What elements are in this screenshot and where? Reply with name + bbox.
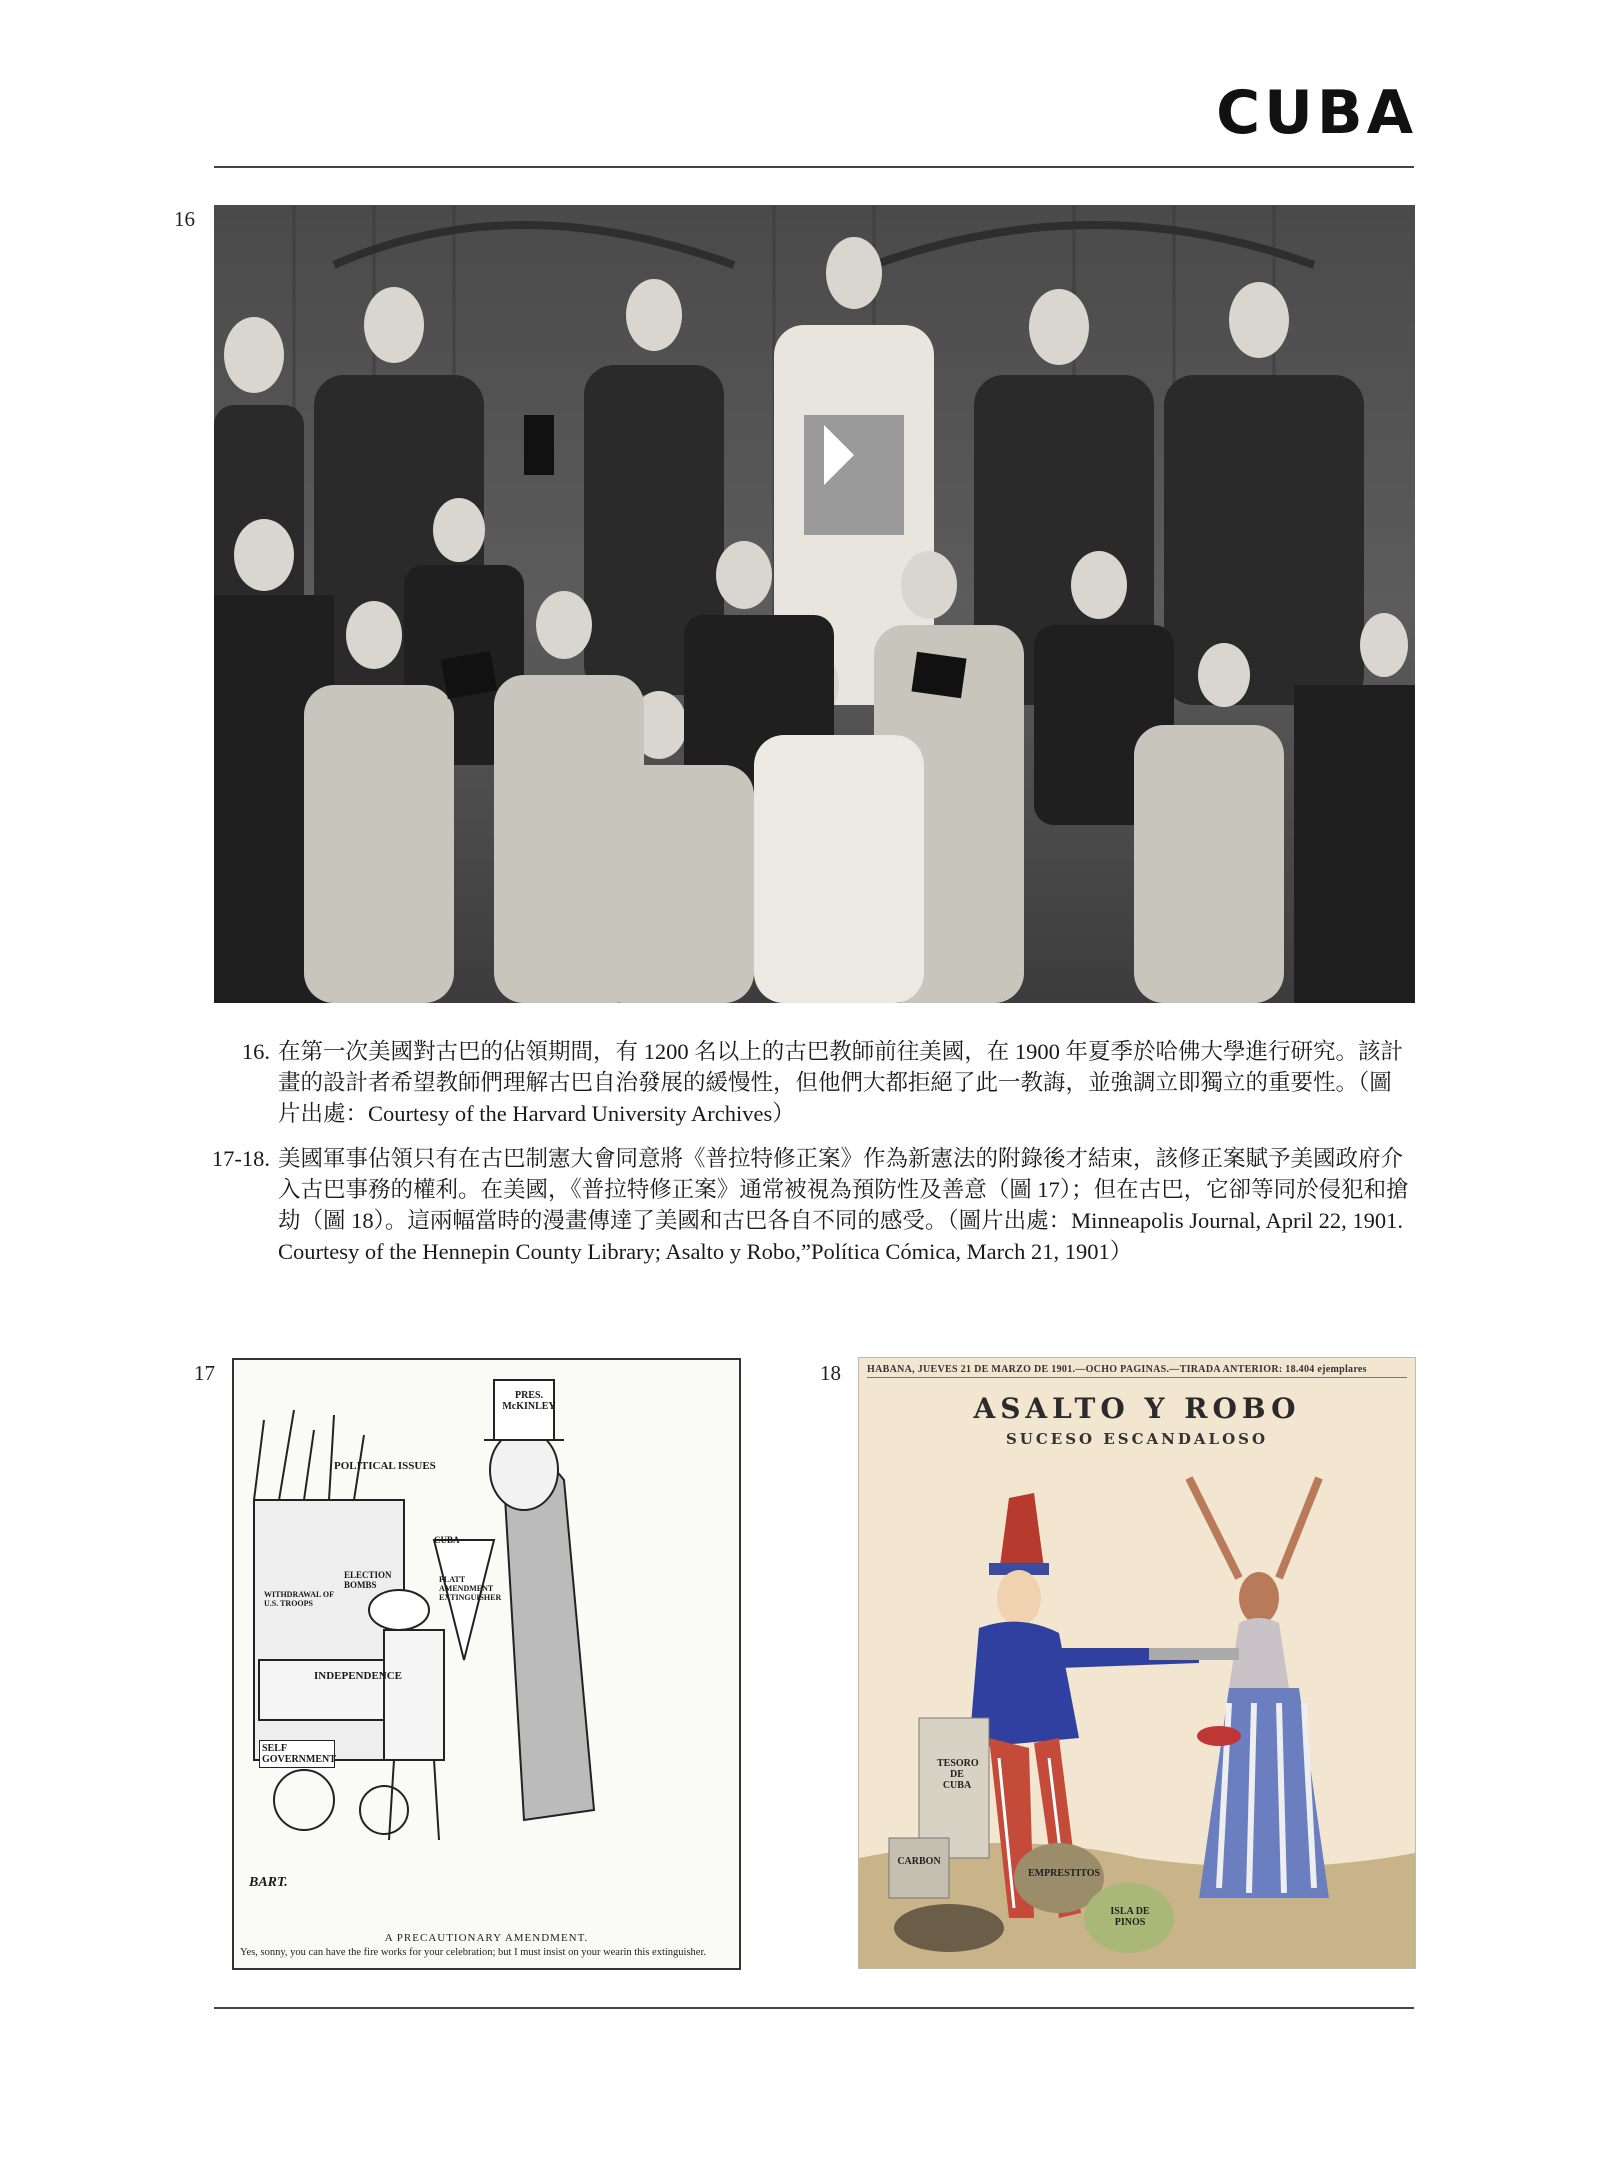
label-self-government: SELF GOVERNMENT (259, 1740, 335, 1768)
caption-17-18 (211, 1143, 1414, 1267)
caption-17-18-number: 17-18. (211, 1146, 270, 1171)
label-independence: INDEPENDENCE (314, 1670, 403, 1682)
caption-16-text: 在第一次美國對古巴的佔領期間，有 1200 名以上的古巴教師前往美國，在 1900 年夏季於哈佛大學進行研究。該計畫的設計者希望教師們理解古巴自治發展的緩慢性，但他們大都拒絕了此一教誨，並強調立即獨立的重要性。（圖片出處：Courtesy of the Harvard University Archives） (278, 1039, 1404, 1126)
caption-16-number: 16. (241, 1039, 270, 1064)
caption-block (211, 1036, 1414, 1281)
label-signature: BART. (249, 1875, 288, 1890)
figure-17-title: A PRECAUTIONARY AMENDMENT. (384, 1932, 589, 1944)
footer-divider (214, 2007, 1414, 2009)
figure-17-number: 17 (194, 1361, 215, 1385)
figure-17-cartoon (232, 1358, 741, 1970)
figure-18-title: ASALTO Y ROBO (973, 1392, 1301, 1425)
label-emprestitos: EMPRESTITOS (1027, 1868, 1101, 1879)
label-election-bombs: ELECTION BOMBS (344, 1570, 392, 1590)
figure-16-photo (214, 205, 1415, 1003)
label-pres: PRES. McKINLEY (502, 1390, 556, 1412)
figure-18-number: 18 (820, 1361, 841, 1385)
figure-17-caption: Yes, sonny, you can have the fire works for your celebration; but I must insist on your wearin this extinguisher. (240, 1947, 707, 1958)
label-cuba: CUBA (434, 1535, 460, 1545)
label-withdrawal: WITHDRAWAL OF U.S. TROOPS (264, 1590, 334, 1608)
caption-17-18-text: 美國軍事佔領只有在古巴制憲大會同意將《普拉特修正案》作為新憲法的附錄後才結束，該修正案賦予美國政府介入古巴事務的權利。在美國，《普拉特修正案》通常被視為預防性及善意（圖 17）；但在古巴，它卻等同於侵犯和搶劫（圖 18）。這兩幅當時的漫畫傳達了美國和古巴各自不同的感受。（圖片出處：Minneapolis Journal, April 22, 1901. Courtesy of the Hennepin County Library; Asalto y Robo,”Política Cómica, March 21, 1901） (278, 1146, 1409, 1264)
label-tesoro: TESORO DE CUBA (937, 1758, 979, 1791)
label-political-issues: POLITICAL ISSUES (334, 1460, 436, 1472)
label-isla: ISLA DE PINOS (1110, 1906, 1150, 1928)
figure-18-cartoon (858, 1357, 1416, 1969)
figure-16-number: 16 (174, 207, 195, 231)
header-divider (214, 166, 1414, 168)
figure-18-subtitle: SUCESO ESCANDALOSO (1005, 1430, 1269, 1448)
figure-18-masthead: HABANA, JUEVES 21 DE MARZO DE 1901.—OCHO PAGINAS.—TIRADA ANTERIOR: 18.404 ejemplares (867, 1364, 1407, 1378)
page-header-title: CUBA (1216, 78, 1417, 148)
label-platt: PLATT AMENDMENT EXTINGUISHER (439, 1575, 502, 1602)
label-carbon: CARBON (897, 1856, 941, 1867)
caption-16 (214, 1036, 1414, 1129)
